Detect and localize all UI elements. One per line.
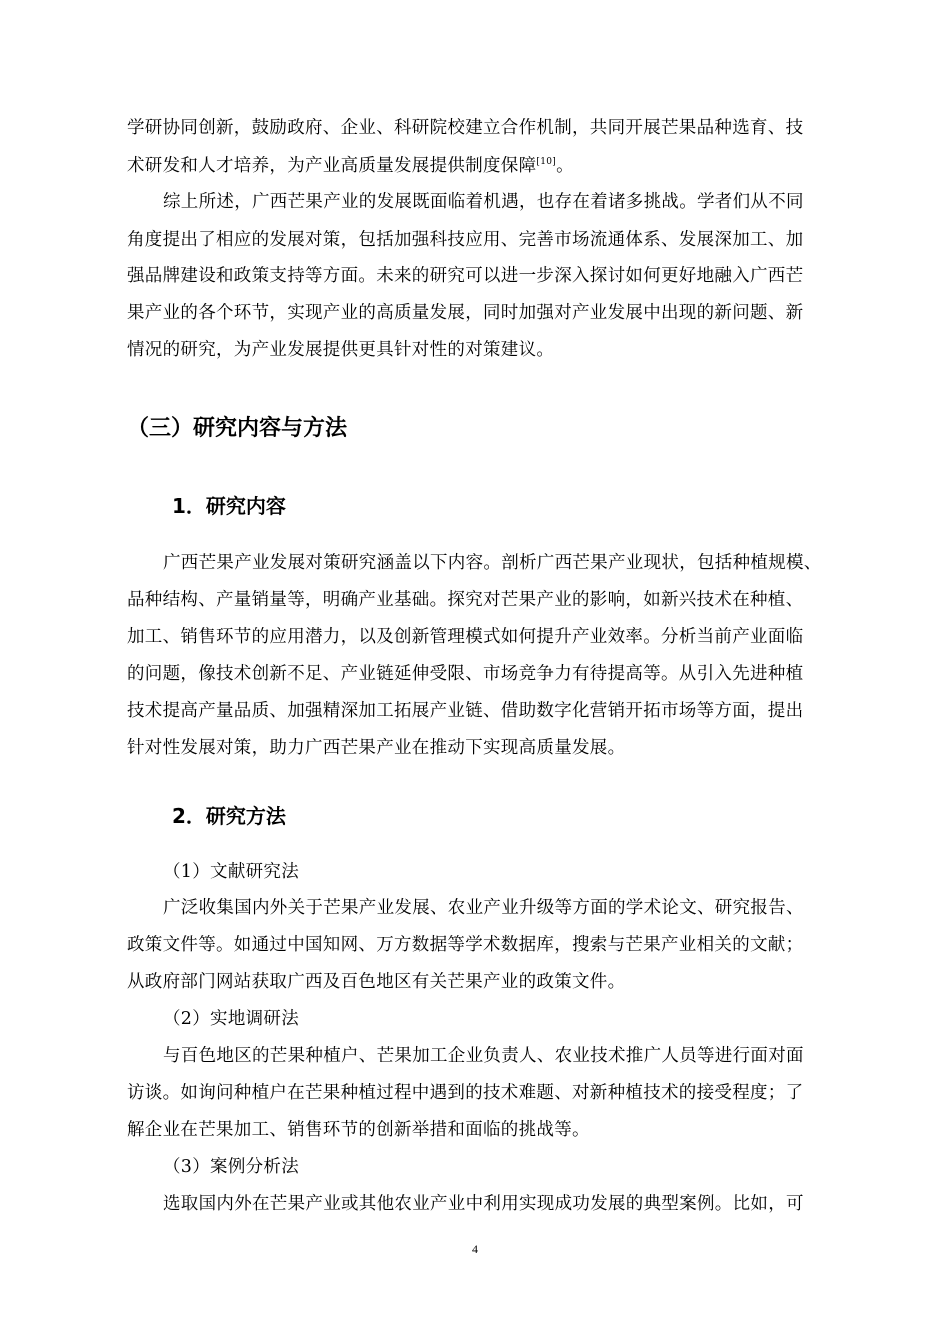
- subsection-heading: 1．研究内容: [172, 494, 286, 518]
- paragraph-text: 术研发和人才培养，为产业高质量发展提供制度保障: [127, 155, 537, 176]
- paragraph-line: 解企业在芒果加工、销售环节的创新举措和面临的挑战等。: [127, 1120, 590, 1140]
- paragraph-line: 与百色地区的芒果种植户、芒果加工企业负责人、农业技术推广人员等进行面对面: [163, 1046, 804, 1066]
- paragraph-line: 针对性发展对策，助力广西芒果产业在推动下实现高质量发展。: [127, 738, 626, 758]
- paragraph-line: 情况的研究，为产业发展提供更具针对性的对策建议。: [127, 340, 555, 360]
- paragraph-line: 选取国内外在芒果产业或其他农业产业中利用实现成功发展的典型案例。比如，可: [163, 1194, 804, 1214]
- paragraph-line: 的问题，像技术创新不足、产业链延伸受限、市场竞争力有待提高等。从引入先进种植: [127, 664, 804, 684]
- paragraph-line: 政策文件等。如通过中国知网、万方数据等学术数据库，搜索与芒果产业相关的文献；: [127, 935, 804, 955]
- method-title: （2）实地调研法: [163, 1009, 300, 1029]
- paragraph-line: 广泛收集国内外关于芒果产业发展、农业产业升级等方面的学术论文、研究报告、: [163, 898, 804, 918]
- paragraph-line: 强品牌建设和政策支持等方面。未来的研究可以进一步深入探讨如何更好地融入广西芒: [127, 266, 804, 286]
- method-title: （1）文献研究法: [163, 862, 300, 882]
- paragraph-line: 综上所述，广西芒果产业的发展既面临着机遇，也存在着诸多挑战。学者们从不同: [163, 192, 804, 212]
- paragraph-line: 角度提出了相应的发展对策，包括加强科技应用、完善市场流通体系、发展深加工、加: [127, 230, 804, 250]
- method-title: （3）案例分析法: [163, 1157, 300, 1177]
- paragraph-line: [127, 150, 574, 178]
- paragraph-line: 果产业的各个环节，实现产业的高质量发展，同时加强对产业发展中出现的新问题、新: [127, 303, 804, 323]
- paragraph-line: 加工、销售环节的应用潜力，以及创新管理模式如何提升产业效率。分析当前产业面临: [127, 627, 804, 647]
- subsection-heading: 2．研究方法: [172, 804, 286, 828]
- paragraph-line: 访谈。如询问种植户在芒果种植过程中遇到的技术难题、对新种植技术的接受程度；了: [127, 1083, 804, 1103]
- page-number: 4: [472, 1242, 478, 1256]
- citation-ref: [10]: [536, 157, 557, 167]
- section-heading: （三）研究内容与方法: [127, 416, 348, 441]
- paragraph-line: 品种结构、产量销量等，明确产业基础。探究对芒果产业的影响，如新兴技术在种植、: [127, 590, 804, 610]
- paragraph-line: 从政府部门网站获取广西及百色地区有关芒果产业的政策文件。: [127, 972, 626, 992]
- paragraph-line: 技术提高产量品质、加强精深加工拓展产业链、借助数字化营销开拓市场等方面，提出: [127, 701, 804, 721]
- paragraph-line: 学研协同创新，鼓励政府、企业、科研院校建立合作机制，共同开展芒果品种选育、技: [127, 118, 804, 138]
- paragraph-ending: 。: [556, 155, 574, 176]
- paragraph-line: 广西芒果产业发展对策研究涵盖以下内容。剖析广西芒果产业现状，包括种植规模、: [163, 553, 822, 573]
